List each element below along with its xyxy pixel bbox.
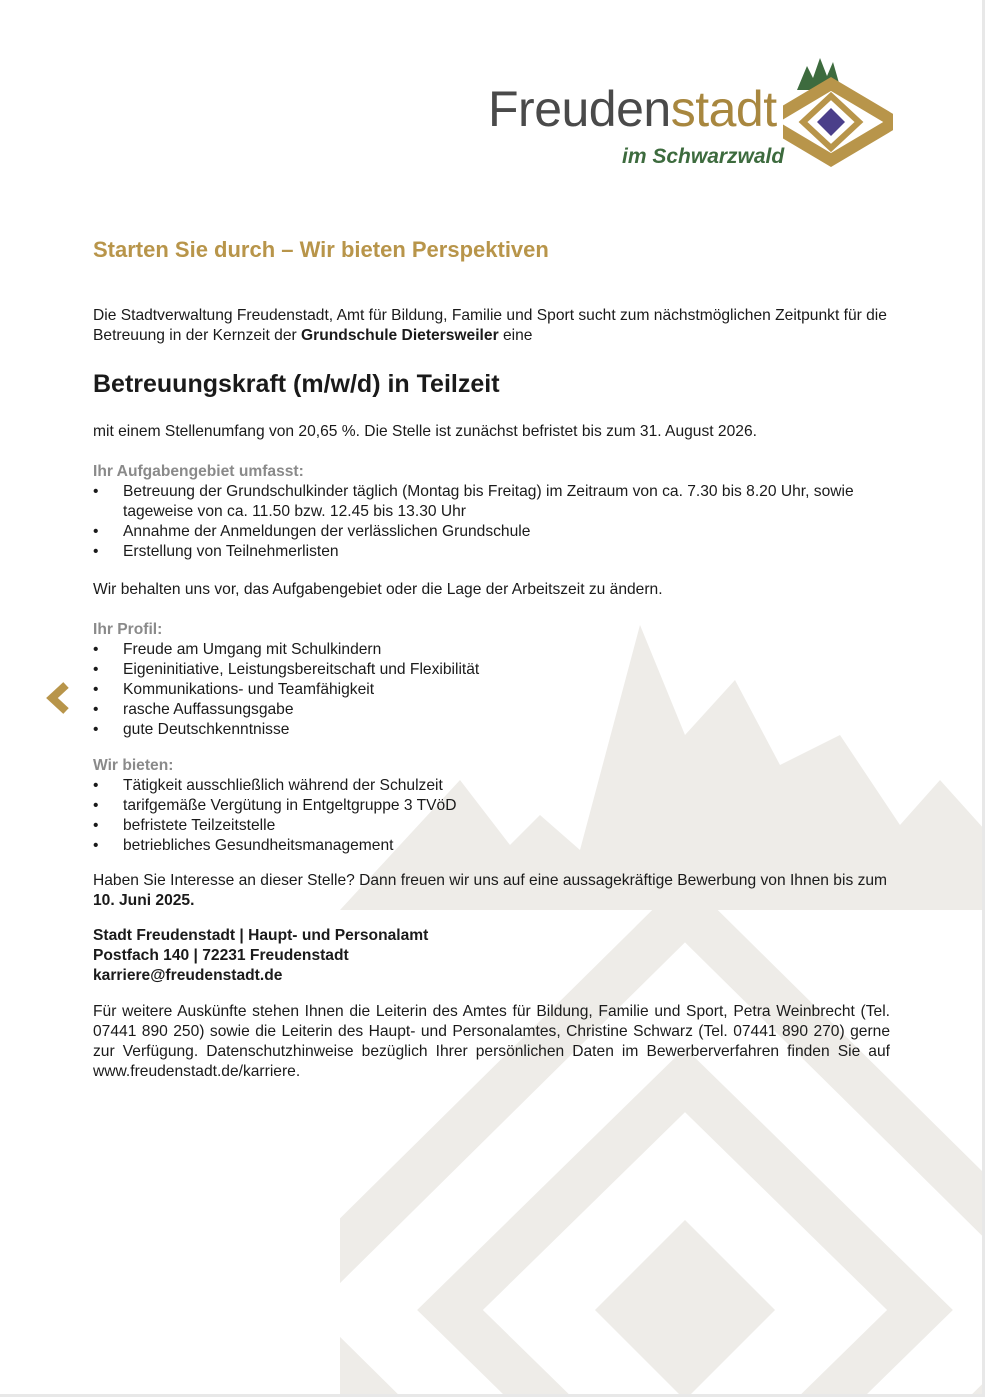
profile-title: Ihr Profil: — [93, 621, 163, 638]
application-deadline: 10. Juni 2025. — [93, 892, 195, 909]
intro-suffix: eine — [498, 327, 533, 344]
logo-city-name — [488, 81, 777, 137]
offer-title: Wir bieten: — [93, 757, 174, 774]
list-item: • Annahme der Anmeldungen der verlässlichen Grundschule — [93, 522, 890, 542]
contact-block — [93, 926, 890, 986]
list-item: • befristete Teilzeitstelle — [93, 816, 890, 836]
offer-list — [93, 776, 890, 856]
list-item: • Kommunikations- und Teamfähigkeit — [93, 680, 890, 700]
info-paragraph — [93, 1002, 890, 1082]
job-title: Betreuungskraft (m/w/d) in Teilzeit — [93, 370, 500, 398]
profile-list — [93, 640, 890, 740]
job-posting — [93, 236, 890, 1082]
list-item: • betriebliches Gesundheitsmanagement — [93, 836, 890, 856]
career-url-link[interactable]: www.freudenstadt.de/karriere — [93, 1063, 296, 1080]
list-item: • rasche Auffassungsgabe — [93, 700, 890, 720]
reserve-text: Wir behalten uns vor, das Aufgabengebiet oder die Lage der Arbeitszeit zu ändern. — [93, 581, 663, 598]
logo-city-part1: Freuden — [488, 81, 671, 137]
contact-office: Stadt Freudenstadt | Haupt- und Personalamt — [93, 927, 429, 944]
list-item: • Betreuung der Grundschulkinder täglich (Montag bis Freitag) im Zeitraum von ca. 7.30 bis 8.20 Uhr, sowie tageweise von ca. 11.50 bzw. 12.45 bis 13.30 Uhr — [93, 482, 890, 522]
list-item: • Tätigkeit ausschließlich während der Schulzeit — [93, 776, 890, 796]
list-item: • Erstellung von Teilnehmerlisten — [93, 542, 890, 562]
watermark-diamond-core — [595, 1220, 775, 1397]
profile-section — [93, 620, 890, 740]
logo-emblem-icon — [783, 56, 893, 181]
contact-email-link[interactable]: karriere@freudenstadt.de — [93, 967, 283, 984]
freudenstadt-logo — [488, 56, 898, 186]
tasks-list — [93, 482, 890, 562]
logo-region: im Schwarzwald — [622, 145, 785, 168]
intro-school: Grundschule Dietersweiler — [301, 327, 499, 344]
intro-paragraph — [93, 306, 890, 346]
logo-city-part2: stadt — [670, 81, 777, 137]
interest-text: Haben Sie Interesse an dieser Stelle? Dann freuen wir uns auf eine aussagekräftige Bewerbung von Ihnen bis zum — [93, 872, 888, 889]
tasks-title: Ihr Aufgabengebiet umfasst: — [93, 463, 304, 480]
tasks-section — [93, 462, 890, 562]
chevron-left-icon[interactable] — [44, 682, 72, 714]
list-item: • Freude am Umgang mit Schulkindern — [93, 640, 890, 660]
interest-paragraph — [93, 871, 890, 911]
logo-diamond-core — [817, 108, 845, 136]
scope-text: mit einem Stellenumfang von 20,65 %. Die Stelle ist zunächst befristet bis zum 31. August 2026. — [93, 423, 757, 440]
info-end: . — [295, 1063, 301, 1080]
info-text: Für weitere Auskünfte stehen Ihnen die Leiterin des Amtes für Bildung, Familie und Sport, Petra Weinbrecht (Tel. 07441 890 250) sowie die Leiterin des Haupt- und Personalamtes, Christine Schwarz (Tel. 07441 890 270) gerne zur Verfügung. Datenschutzhinweise bezüglich Ihrer persönlichen Daten im Bewerberverfahren finden Sie auf — [93, 1003, 890, 1060]
list-item: • tarifgemäße Vergütung in Entgeltgruppe 3 TVöD — [93, 796, 890, 816]
intro-text: Die Stadtverwaltung Freudenstadt, Amt für Bildung, Familie und Sport sucht zum nächstmöglichen Zeitpunkt für die Betreuung in der Kernzeit der — [93, 307, 887, 344]
headline: Starten Sie durch – Wir bieten Perspektiven — [93, 237, 549, 262]
list-item: • Eigeninitiative, Leistungsbereitschaft und Flexibilität — [93, 660, 890, 680]
list-item: • gute Deutschkenntnisse — [93, 720, 890, 740]
offer-section — [93, 756, 890, 856]
contact-address: Postfach 140 | 72231 Freudenstadt — [93, 947, 349, 964]
